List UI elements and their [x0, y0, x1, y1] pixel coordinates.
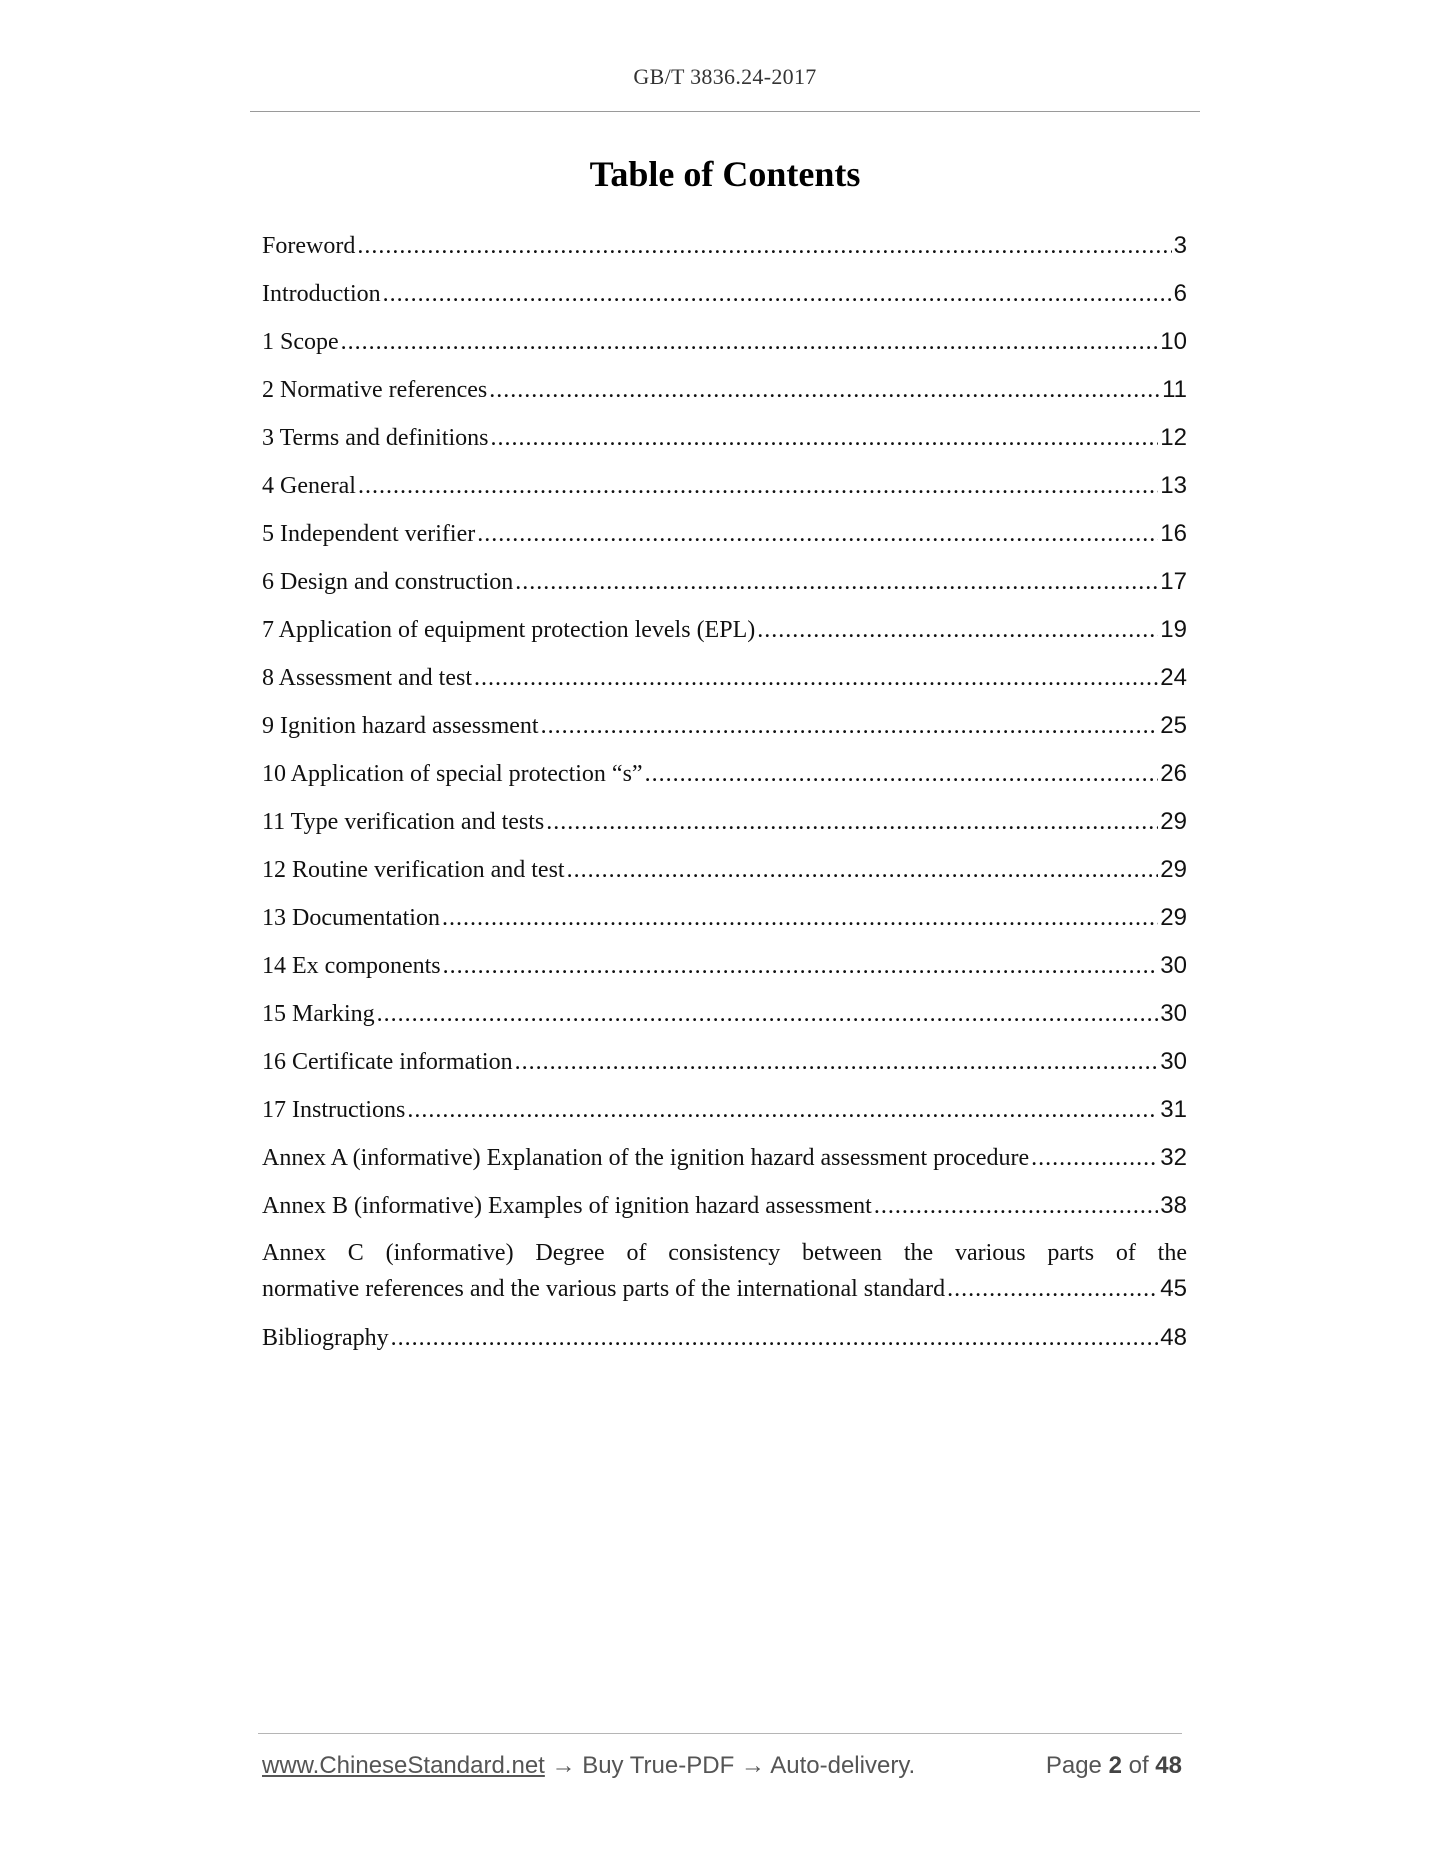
toc-leader-dots — [341, 318, 1159, 366]
toc-entry-bibliography[interactable] — [262, 1314, 1187, 1362]
toc-leader-dots — [443, 942, 1159, 990]
toc-entry-page: 29 — [1160, 808, 1187, 835]
toc-entry-page: 29 — [1160, 904, 1187, 931]
toc-leader-dots — [489, 366, 1160, 414]
toc-entry-title: 3 Terms and definitions — [262, 425, 489, 451]
toc-leader-dots — [874, 1182, 1158, 1230]
page-of: of — [1128, 1752, 1149, 1779]
toc-leader-dots — [407, 1086, 1158, 1134]
toc-leader-dots — [442, 894, 1158, 942]
toc-entry-title: 5 Independent verifier — [262, 521, 476, 547]
toc-entry-title: 7 Application of equipment protection levels (EPL) — [262, 617, 756, 643]
toc-entry-design-and-construction[interactable] — [262, 558, 1187, 606]
toc-entry-title: Foreword — [262, 233, 356, 259]
toc-entry-general[interactable] — [262, 462, 1187, 510]
toc-entry-page: 45 — [1160, 1275, 1187, 1302]
toc-entry-title: 11 Type verification and tests — [262, 809, 545, 835]
arrow-right-icon: → — [551, 1752, 576, 1779]
toc-entry-terms-and-definitions[interactable] — [262, 414, 1187, 462]
toc-entry-title: 9 Ignition hazard assessment — [262, 713, 539, 739]
page-label: Page — [1045, 1752, 1102, 1779]
toc-entry-page: 16 — [1160, 520, 1187, 547]
toc-entry-page: 10 — [1160, 328, 1187, 355]
toc-entry-page: 24 — [1160, 664, 1187, 691]
toc-leader-dots — [477, 510, 1158, 558]
toc-entry-page: 30 — [1160, 952, 1187, 979]
toc-entry-title: Annex B (informative) Examples of ignition hazard assessment — [262, 1193, 872, 1219]
toc-entry-page: 31 — [1160, 1096, 1187, 1123]
document-header-id: GB/T 3836.24-2017 — [633, 64, 817, 89]
toc-leader-dots — [383, 270, 1172, 318]
toc-entry-marking[interactable] — [262, 990, 1187, 1038]
toc-leader-dots — [947, 1272, 1158, 1307]
header-divider — [250, 111, 1200, 112]
toc-entry-title: 6 Design and construction — [262, 569, 514, 595]
toc-entry-instructions[interactable] — [262, 1086, 1187, 1134]
toc-entry-page: 30 — [1160, 1048, 1187, 1075]
toc-entry-page: 13 — [1160, 472, 1187, 499]
toc-leader-dots — [541, 702, 1159, 750]
toc-leader-dots — [391, 1314, 1159, 1362]
toc-entry-title: 8 Assessment and test — [262, 665, 472, 691]
toc-leader-dots — [474, 654, 1158, 702]
toc-leader-dots — [358, 462, 1158, 510]
toc-entry-page: 12 — [1160, 424, 1187, 451]
toc-leader-dots — [357, 222, 1171, 270]
toc-entry-page: 25 — [1160, 712, 1187, 739]
toc-leader-dots — [757, 606, 1158, 654]
toc-entry-title-line1: Annex C (informative) Degree of consistency between the various parts of the — [262, 1240, 1187, 1266]
toc-entry-epl[interactable] — [262, 606, 1187, 654]
toc-leader-dots — [645, 750, 1159, 798]
toc-entry-ex-components[interactable] — [262, 942, 1187, 990]
toc-entry-annex-c[interactable] — [262, 1230, 1187, 1314]
toc-entry-introduction[interactable] — [262, 270, 1187, 318]
toc-entry-title: 2 Normative references — [262, 377, 488, 403]
footer-promo — [262, 1752, 915, 1780]
toc-entry-ignition-hazard-assessment[interactable] — [262, 702, 1187, 750]
toc-leader-dots — [1031, 1134, 1158, 1182]
page-total: 48 — [1155, 1752, 1182, 1779]
toc-entry-page: 11 — [1162, 376, 1187, 403]
page-indicator — [1046, 1752, 1182, 1780]
toc-entry-type-verification[interactable] — [262, 798, 1187, 846]
toc-leader-dots — [546, 798, 1158, 846]
page-title: Table of Contents — [589, 154, 861, 194]
toc-leader-dots — [567, 846, 1159, 894]
toc-entry-title: 17 Instructions — [262, 1097, 406, 1123]
toc-entry-documentation[interactable] — [262, 894, 1187, 942]
toc-entry-page: 17 — [1160, 568, 1187, 595]
toc-entry-normative-references[interactable] — [262, 366, 1187, 414]
toc-entry-title: 13 Documentation — [262, 905, 440, 931]
toc-entry-page: 19 — [1160, 616, 1187, 643]
toc-entry-page: 48 — [1160, 1324, 1187, 1351]
footer-divider — [258, 1733, 1182, 1734]
toc-entry-page: 3 — [1173, 232, 1187, 259]
toc-entry-title-line2: normative references and the various parts of the international standard — [262, 1276, 946, 1302]
toc-entry-page: 30 — [1160, 1000, 1187, 1027]
toc-entry-page: 29 — [1160, 856, 1187, 883]
toc-entry-page: 38 — [1160, 1192, 1187, 1219]
toc-entry-routine-verification[interactable] — [262, 846, 1187, 894]
page-footer — [262, 1752, 1182, 1780]
toc-entry-title: 16 Certificate information — [262, 1049, 513, 1075]
toc-entry-annex-b[interactable] — [262, 1182, 1187, 1230]
arrow-right-icon: → — [740, 1752, 765, 1779]
page-current: 2 — [1108, 1752, 1122, 1779]
footer-buy-text: Buy True-PDF — [582, 1752, 735, 1779]
toc-entry-title: 14 Ex components — [262, 953, 441, 979]
toc-entry-annex-a[interactable] — [262, 1134, 1187, 1182]
toc-leader-dots — [491, 414, 1159, 462]
toc-entry-title: 1 Scope — [262, 329, 339, 355]
toc-leader-dots — [515, 1038, 1159, 1086]
toc-entry-independent-verifier[interactable] — [262, 510, 1187, 558]
footer-delivery-text: Auto-delivery. — [770, 1752, 916, 1779]
toc-entry-title: Introduction — [262, 281, 381, 307]
toc-entry-assessment-and-test[interactable] — [262, 654, 1187, 702]
toc-entry-title: Bibliography — [262, 1325, 389, 1351]
toc-entry-foreword[interactable] — [262, 222, 1187, 270]
toc-entry-page: 26 — [1160, 760, 1187, 787]
toc-entry-certificate-information[interactable] — [262, 1038, 1187, 1086]
toc-entry-title: 10 Application of special protection “s” — [262, 761, 643, 787]
toc-entry-special-protection[interactable] — [262, 750, 1187, 798]
toc-entry-title: 12 Routine verification and test — [262, 857, 565, 883]
site-link[interactable]: www.ChineseStandard.net — [262, 1752, 545, 1779]
toc-entry-title: 4 General — [262, 473, 356, 499]
toc-entry-page: 32 — [1160, 1144, 1187, 1171]
toc-entry-page: 6 — [1173, 280, 1187, 307]
toc-entry-title: 15 Marking — [262, 1001, 375, 1027]
toc-leader-dots — [377, 990, 1159, 1038]
toc-entry-title: Annex A (informative) Explanation of the ignition hazard assessment procedure — [262, 1145, 1030, 1171]
toc-entry-scope[interactable] — [262, 318, 1187, 366]
toc-leader-dots — [515, 558, 1158, 606]
table-of-contents — [262, 222, 1187, 1362]
